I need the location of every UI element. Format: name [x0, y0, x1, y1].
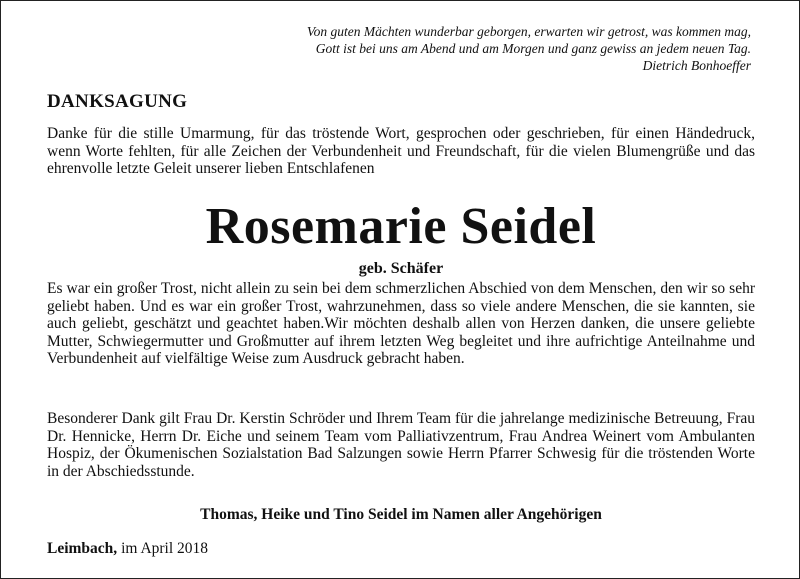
thanks-paragraph-2: Besonderer Dank gilt Frau Dr. Kerstin Schröder und Ihrem Team für die jahrelange medizinische Betreuung, Frau Dr. Hennicke, Herrn Dr. Eiche und seinem Team vom Palliativzentrum, Frau Andrea Weinert vom Ambulanten Hospiz, der Ökumenischen Sozialstation Bad Salzungen sowie Herrn Pfarrer Schwesig für die tröstenden Worte in der Abschiedsstunde.: [47, 410, 755, 480]
bonhoeffer-quote: [191, 23, 751, 74]
place: Leimbach,: [47, 540, 118, 557]
quote-author: Dietrich Bonhoeffer: [642, 58, 751, 73]
family-signature: Thomas, Heike und Tino Seidel im Namen aller Angehörigen: [200, 506, 602, 523]
date: im April 2018: [121, 540, 209, 557]
quote-line-2: Gott ist bei uns am Abend und am Morgen und ganz gewiss an jedem neuen Tag.: [315, 41, 751, 56]
thanks-paragraph-1: Es war ein großer Trost, nicht allein zu sein bei dem schmerzlichen Abschied von dem Menschen, den wir so sehr geliebt haben. Und es war ein großer Trost, wahrzunehmen, dass so viele andere Menschen, die sie kannten, sie auch geliebt, geschätzt und geachtet haben.Wir möchten deshalb allen von Herzen danken, die unsere geliebte Mutter, Schwiegermutter und Großmutter auf ihrem letzten Weg begleitet und ihre aufrichtige Anteilnahme und Verbundenheit auf vielfältige Weise zum Ausdruck gebracht haben.: [47, 280, 755, 367]
birth-name: geb. Schäfer: [358, 260, 444, 277]
place-date: [47, 539, 208, 559]
intro-paragraph: Danke für die stille Umarmung, für das tröstende Wort, gesprochen oder geschrieben, für einen Händedruck, wenn Worte fehlten, für alle Zeichen der Verbundenheit und Freundschaft, für die vielen Blumengrüße und das ehrenvolle letzte Geleit unserer lieben Entschlafenen: [47, 125, 755, 177]
heading-danksagung: DANKSAGUNG: [47, 91, 188, 112]
quote-line-1: Von guten Mächten wunderbar geborgen, erwarten wir getrost, was kommen mag,: [306, 24, 751, 39]
deceased-name: Rosemarie Seidel: [205, 198, 597, 255]
